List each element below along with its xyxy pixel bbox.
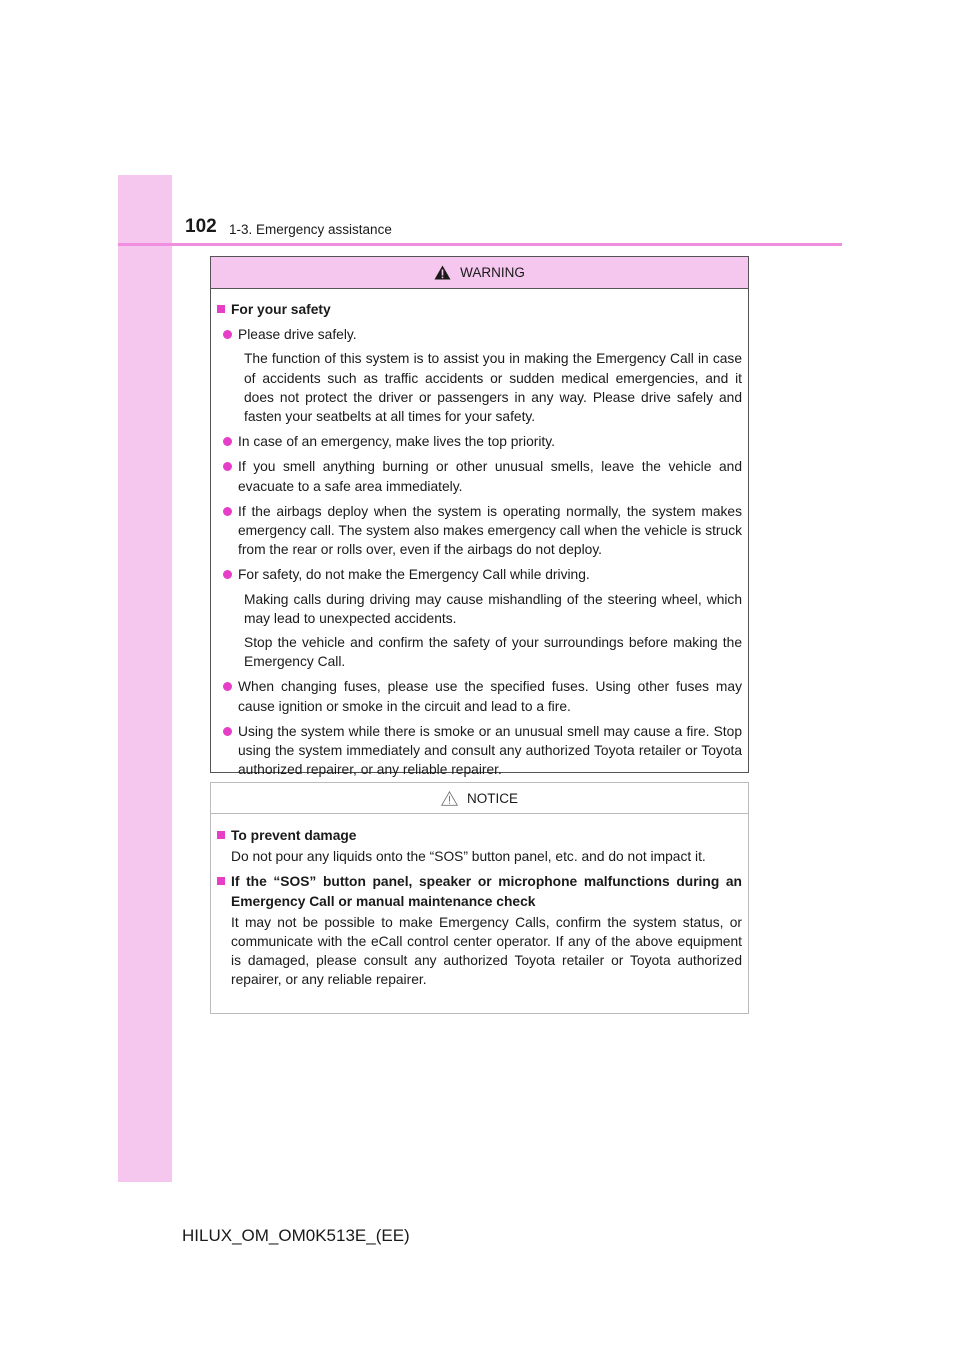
square-bullet-icon bbox=[217, 305, 225, 313]
warning-bullet-text: Using the system while there is smoke or an unusual smell may cause a fire. Stop using the system immediately and consult any authorized Toyota retailer or Toyota authorized repairer, or any reliable repairer. bbox=[238, 723, 742, 778]
warning-paragraph: Stop the vehicle and confirm the safety of your surroundings before making the Emergency Call. bbox=[244, 635, 742, 670]
document-code: HILUX_OM_OM0K513E_(EE) bbox=[182, 1226, 410, 1245]
notice-heading-text: To prevent damage bbox=[231, 828, 357, 843]
side-tab-band bbox=[118, 175, 172, 1182]
page-number: 102 bbox=[185, 216, 217, 237]
section-title: 1-3. Emergency assistance bbox=[229, 222, 392, 237]
square-bullet-icon bbox=[217, 831, 225, 839]
circle-bullet-icon bbox=[223, 727, 232, 736]
warning-bullet-text: If the airbags deploy when the system is operating normally, the system makes emergency call. The system also makes emergency call when the vehicle is struck from the rear or rolls over, even if the airbags do not deploy. bbox=[238, 503, 742, 558]
warning-bullet-item bbox=[217, 502, 742, 560]
notice-paragraph: Do not pour any liquids onto the “SOS” button panel, etc. and do not impact it. bbox=[231, 849, 706, 865]
notice-heading-1 bbox=[217, 826, 742, 845]
warning-title: WARNING bbox=[460, 265, 525, 280]
notice-box-header bbox=[211, 783, 748, 814]
warning-paragraph: Making calls during driving may cause mishandling of the steering wheel, which may lead to unexpected accidents. bbox=[244, 591, 742, 626]
circle-bullet-icon bbox=[223, 570, 232, 579]
notice-paragraph: It may not be possible to make Emergency Calls, confirm the system status, or communicate with the eCall control center operator. If any of the above equipment is damaged, please consult any authorized Toyota retailer or Toyota authorized repairer, or any reliable repairer. bbox=[231, 914, 742, 988]
warning-bullet-item bbox=[217, 325, 742, 344]
warning-bullet-text: Please drive safely. bbox=[238, 327, 357, 343]
warning-bullet-item bbox=[217, 565, 742, 584]
circle-bullet-icon bbox=[223, 682, 232, 691]
notice-box bbox=[210, 782, 749, 1014]
square-bullet-icon bbox=[217, 877, 225, 885]
circle-bullet-icon bbox=[223, 437, 232, 446]
circle-bullet-icon bbox=[223, 462, 232, 471]
circle-bullet-icon bbox=[223, 330, 232, 339]
warning-bullet-item bbox=[217, 432, 742, 451]
warning-bullet-item bbox=[217, 457, 742, 495]
warning-triangle-icon bbox=[434, 265, 451, 280]
circle-bullet-icon bbox=[223, 507, 232, 516]
caution-triangle-icon bbox=[441, 791, 458, 806]
warning-bullet-text: For safety, do not make the Emergency Call while driving. bbox=[238, 567, 590, 583]
warning-heading-text: For your safety bbox=[231, 302, 331, 317]
header-rule bbox=[118, 243, 842, 246]
warning-bullet-text: If you smell anything burning or other unusual smells, leave the vehicle and evacuate to a safe area immediately. bbox=[238, 459, 742, 494]
warning-box-header bbox=[211, 257, 748, 289]
warning-paragraph: The function of this system is to assist you in making the Emergency Call in case of accidents such as traffic accidents or sudden medical emergencies, and it does not protect the driver or passengers in any way. Please drive safely and fasten your seatbelts at all times for your safety. bbox=[244, 351, 742, 425]
warning-box bbox=[210, 256, 749, 778]
warning-bullet-text: When changing fuses, please use the specified fuses. Using other fuses may cause ignition or smoke in the circuit and lead to a fire. bbox=[238, 679, 742, 714]
notice-heading-text: If the “SOS” button panel, speaker or microphone malfunctions during an Emergency Call or manual maintenance check bbox=[231, 874, 742, 909]
notice-heading-2 bbox=[217, 872, 742, 910]
notice-title: NOTICE bbox=[466, 790, 518, 806]
warning-bullet-text: In case of an emergency, make lives the top priority. bbox=[238, 434, 555, 450]
warning-bullet-item bbox=[217, 677, 742, 715]
warning-heading bbox=[217, 300, 742, 319]
warning-bullet-item bbox=[217, 722, 742, 780]
